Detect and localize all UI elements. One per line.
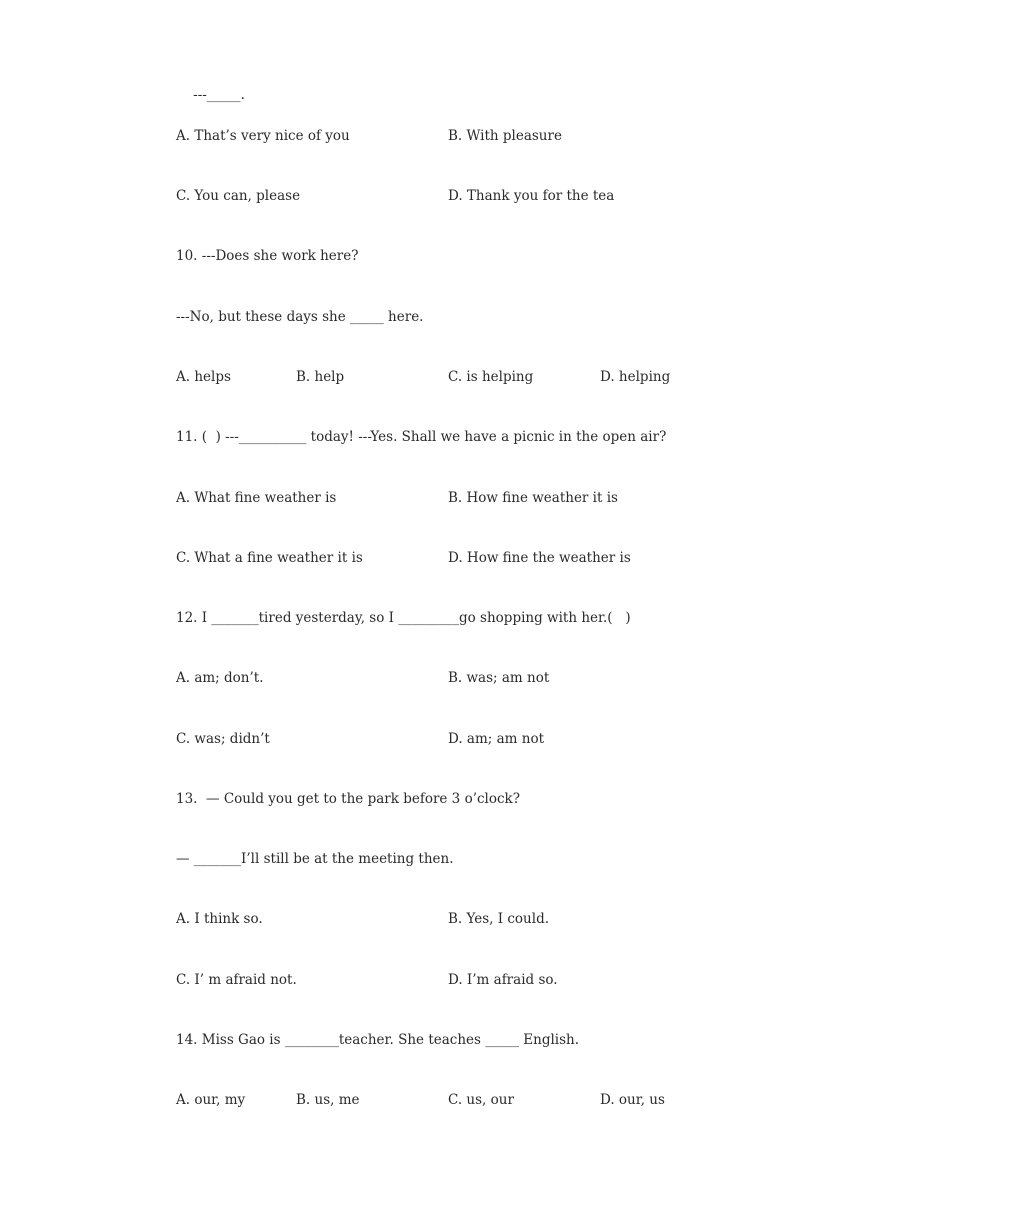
q9-option-c: C. You can, please [176,188,301,204]
q9-answer-line [176,65,245,103]
q11-option-b: B. How fine weather it is [448,490,618,506]
q10-options-row [176,367,671,387]
q9-options-row-1 [176,126,562,146]
q11-options-row-2 [176,548,631,568]
q9-option-d: D. Thank you for the tea [448,188,615,204]
q12-option-c: C. was; didn’t [176,731,270,747]
q10-option-c: C. is helping [448,369,534,385]
q12-option-b: B. was; am not [448,670,550,686]
q13-option-b: B. Yes, I could. [448,911,549,927]
q11-stem: 11. ( ) ---__________ today! ---Yes. Shall we have a picnic in the open air? [176,429,667,445]
q14-options-row [176,1090,665,1110]
q12-option-d: D. am; am not [448,731,545,747]
q13-options-row-2 [176,970,558,990]
q14-option-c: C. us, our [448,1092,514,1108]
q10-stem: 10. ---Does she work here? [176,248,359,264]
q11-options-row-1 [176,488,618,508]
q9-answer-text: ---_____. [193,87,245,103]
q13-stem: 13. — Could you get to the park before 3 o’clock? [176,791,520,807]
q14-stem: 14. Miss Gao is ________teacher. She teaches _____ English. [176,1032,580,1048]
q10-option-d: D. helping [600,369,671,385]
q14-option-d: D. our, us [600,1092,665,1108]
q13-option-c: C. I’ m afraid not. [176,972,297,988]
q12-options-row-1 [176,668,550,688]
q13-option-d: D. I’m afraid so. [448,972,558,988]
q10-option-a: A. helps [176,369,231,385]
q13-options-row-1 [176,909,549,929]
q10-option-b: B. help [296,369,345,385]
q11-option-d: D. How fine the weather is [448,550,631,566]
q10-line-2: ---No, but these days she _____ here. [176,309,424,325]
q11-option-c: C. What a fine weather it is [176,550,363,566]
q9-option-a: A. That’s very nice of you [176,128,350,144]
q11-option-a: A. What fine weather is [176,490,337,506]
q9-options-row-2 [176,186,615,206]
q14-option-a: A. our, my [176,1092,246,1108]
q12-stem: 12. I _______tired yesterday, so I _________go shopping with her.( ) [176,610,631,626]
q14-option-b: B. us, me [296,1092,360,1108]
q9-option-b: B. With pleasure [448,128,562,144]
q12-option-a: A. am; don’t. [176,670,264,686]
q13-option-a: A. I think so. [176,911,263,927]
q13-line-2: — _______I’ll still be at the meeting then. [176,851,454,867]
q12-options-row-2 [176,729,545,749]
